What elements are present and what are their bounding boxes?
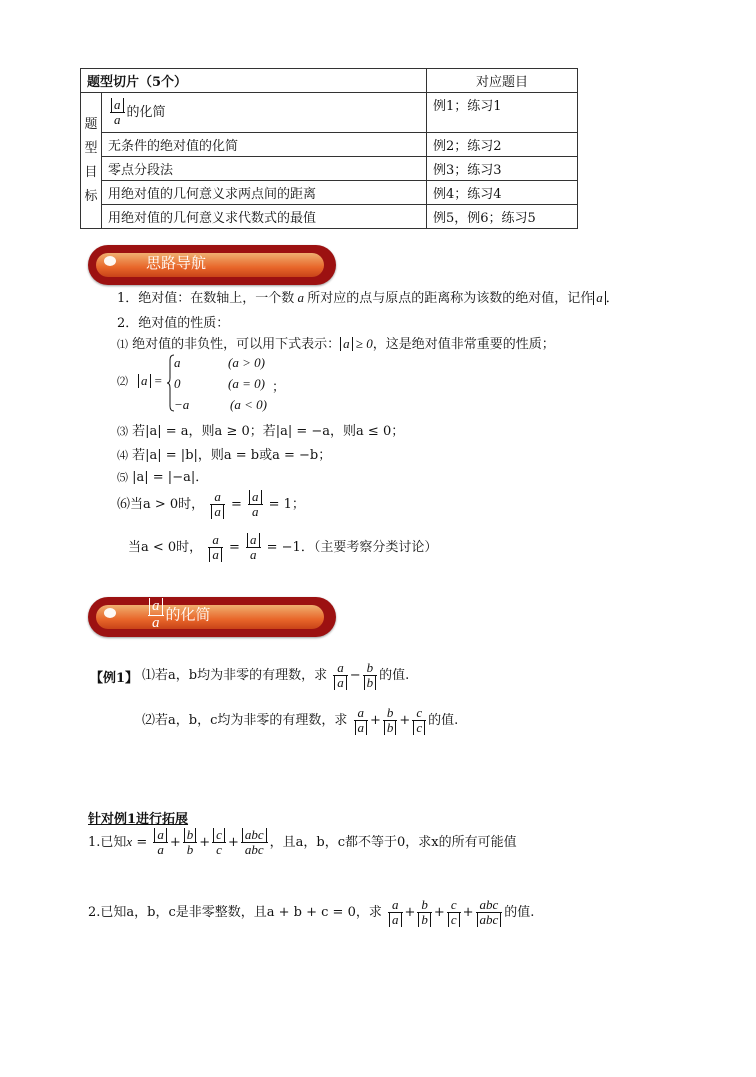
target-cell: 例5，例6；练习5	[427, 205, 578, 229]
extension-heading: 针对例1进行拓展	[88, 812, 189, 827]
definition-line: 1．绝对值：在数轴上，一个数 a 所对应的点与原点的距离称为该数的绝对值，记作 a ．	[117, 290, 619, 306]
property-4: ⑷ 若|a| = |b|，则a = b或a = −b；	[117, 448, 332, 463]
example-1-question-1: ⑴若a，b均为非零的有理数，求 $\frac{a}{a}$ − $\frac{b}{b}$ 的值.	[142, 660, 410, 690]
table-row	[81, 205, 578, 229]
case-2-value: 0	[174, 376, 181, 391]
target-cell: 例3；练习3	[427, 157, 578, 181]
banner-title: 思路导航	[146, 254, 207, 272]
property-1: ⑴ 绝对值的非负性，可以用下式表示： a ≥ 0，这是绝对值非常重要的性质；	[117, 336, 555, 352]
topic-cell: 无条件的绝对值的化简	[102, 133, 427, 157]
section-banner-simplify	[88, 597, 336, 637]
property-5: ⑸ |a| = |−a|．	[117, 470, 209, 485]
property-3: ⑶ 若|a| = a，则a ≥ 0；若|a| = −a，则a ≤ 0；	[117, 424, 405, 439]
example-1-label: 【例1】	[90, 671, 139, 686]
question-type-table	[80, 68, 578, 229]
table-header-row	[81, 69, 578, 93]
target-cell: 例4；练习4	[427, 181, 578, 205]
case-1-value: a	[174, 355, 181, 370]
header-question-types: 题型切片（5个）	[81, 69, 427, 93]
banner-dot-icon	[104, 608, 116, 618]
case-2-condition: (a = 0)	[228, 376, 265, 391]
properties-heading: 2．绝对值的性质：	[117, 316, 230, 331]
abs-a-over-a: $\frac{a}{a}$	[110, 98, 125, 127]
side-label: 题 型 目 标	[81, 93, 102, 229]
table-row	[81, 157, 578, 181]
table-row	[81, 181, 578, 205]
topic-cell: 零点分段法	[102, 157, 427, 181]
table-row	[81, 93, 578, 133]
topic-cell: 用绝对值的几何意义求两点间的距离	[102, 181, 427, 205]
table-row	[81, 133, 578, 157]
property-2-number: ⑵	[117, 375, 128, 388]
extension-question-2: 2.已知a，b，c是非零整数，且a + b + c = 0，求 $\frac{a}{a}$ + $\frac{b}{b}$ + $\frac{c}{c}$ + $\frac{\text{abc}}{\text{abc}}$ 的值.	[88, 897, 535, 927]
target-cell: 例2；练习2	[427, 133, 578, 157]
extension-question-1: 1.已知x = $\frac{a}{a}$ + $\frac{b}{b}$ + $\frac{c}{c}$ + $\frac{\text{abc}}{\text{abc}}$ ，且a，b，c都不等于0，求x的所有可能值	[88, 827, 517, 858]
property-2-lhs: a =	[138, 373, 163, 389]
topic-cell: 用绝对值的几何意义求代数式的最值	[102, 205, 427, 229]
case-3-value: −a	[174, 397, 190, 412]
header-corresponding: 对应题目	[427, 69, 578, 93]
property-6a: ⑹当a > 0时， $\frac{a}{a}$ = $\frac{a}{a}$ = 1；	[117, 489, 305, 520]
case-1-condition: (a > 0)	[228, 355, 265, 370]
banner-title: $\frac{a}{a}$ 的化简	[146, 598, 211, 632]
case-3-condition: (a < 0)	[230, 397, 267, 412]
section-banner-navigation	[88, 245, 336, 285]
example-1-question-2: ⑵若a，b，c均为非零的有理数，求 $\frac{a}{a}$ + $\frac{b}{b}$ + $\frac{c}{c}$ 的值.	[142, 705, 459, 735]
topic-cell: $\frac{a}{a}$ 的化简	[102, 93, 427, 133]
banner-dot-icon	[104, 256, 116, 266]
case-2-semicolon: ；	[272, 380, 286, 395]
target-cell: 例1；练习1	[427, 93, 578, 133]
property-6b: 当a < 0时， $\frac{a}{a}$ = $\frac{a}{a}$ = −1．（主要考察分类讨论）	[128, 532, 438, 563]
